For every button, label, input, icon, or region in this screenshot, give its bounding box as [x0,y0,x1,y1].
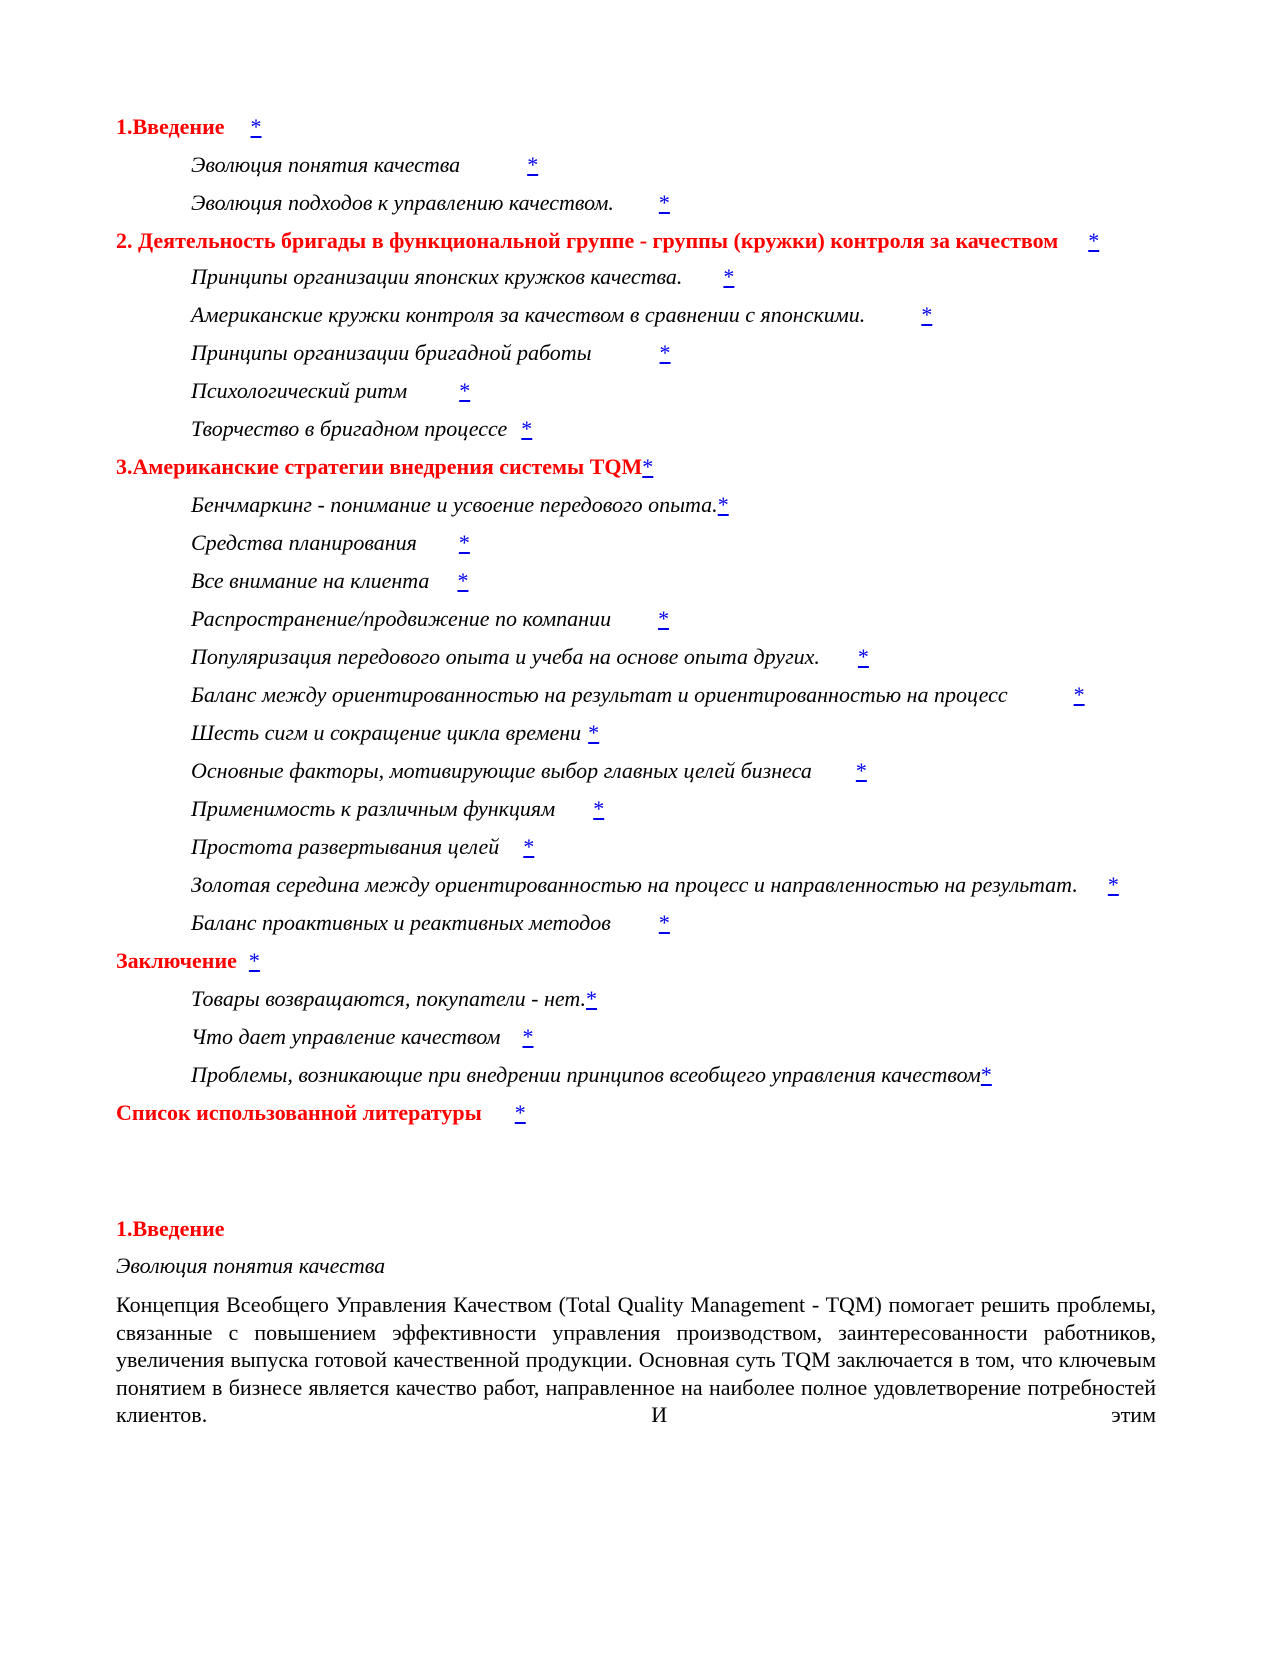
toc-item-text: Что дает управление качеством [191,1024,501,1049]
toc-link[interactable]: * [527,152,539,177]
toc-link[interactable]: * [457,568,469,593]
toc-item [191,377,1156,404]
toc-link[interactable]: * [659,340,671,365]
toc-item [191,871,1156,898]
toc-link[interactable]: * [723,264,735,289]
body-paragraph: Концепция Всеобщего Управления Качеством (Total Quality Management - TQM) помогает решить проблемы, связанные с повышением эффективности управления производством, заинтересованности работников, увеличения выпуска готовой качественной продукции. Основная суть TQM заключается в том, что ключевым понятием в бизнесе является качество работ, направленное на наиболее полное удовлетворение потребностей клиентов. И этим [116,1292,1156,1427]
toc-item [191,151,1156,178]
toc-link[interactable]: * [514,1100,526,1125]
toc-item-text: Популяризация передового опыта и учеба на основе опыта других. [191,644,820,669]
toc-item [191,1023,1156,1050]
body-heading: 1.Введение [116,1216,225,1241]
toc-item [191,339,1156,366]
toc-item [191,909,1156,936]
toc-heading-text: 2. Деятельность бригады в функциональной группе - группы (кружки) контроля за качеством [116,228,1059,253]
toc-item-text: Психологический ритм [191,378,408,403]
toc-link[interactable]: * [658,910,670,935]
toc-item-text: Все внимание на клиента [191,568,430,593]
toc-item [191,263,1156,290]
toc-link[interactable]: * [1088,228,1100,253]
toc-item [191,757,1156,784]
toc-link[interactable]: * [1073,682,1085,707]
toc-item [191,1061,1156,1088]
toc-link[interactable]: * [458,530,470,555]
toc-heading-brigade [116,227,1156,254]
toc-link[interactable]: * [980,1062,992,1087]
toc-item [191,643,1156,670]
toc-item-text: Золотая середина между ориентированностью на процесс и направленностью на результат. [191,872,1078,897]
toc-item-text: Творчество в бригадном процессе [191,416,508,441]
toc-item [191,529,1156,556]
toc-heading-text: Список использованной литературы [116,1100,482,1125]
toc-item [191,567,1156,594]
toc-link[interactable]: * [459,378,471,403]
toc-heading-introduction [116,113,1156,140]
toc-item [191,491,1156,518]
toc-item-text: Бенчмаркинг - понимание и усвоение передового опыта. [191,492,718,517]
toc-item-text: Товары возвращаются, покупатели - нет. [191,986,587,1011]
toc-heading-text: 3.Американские стратегии внедрения системы TQM [116,454,643,479]
toc-item-text: Баланс проактивных и реактивных методов [191,910,611,935]
toc-item-text: Распространение/продвижение по компании [191,606,612,631]
toc-link[interactable]: * [921,302,933,327]
document-page [116,113,1156,1429]
toc-heading-text: Заключение [116,948,237,973]
toc-link[interactable]: * [658,606,670,631]
toc-link[interactable]: * [593,796,605,821]
toc-item [191,605,1156,632]
toc-link[interactable]: * [857,644,869,669]
toc-item [191,795,1156,822]
toc-item-text: Эволюция понятия качества [191,152,461,177]
toc-item-text: Применимость к различным функциям [191,796,556,821]
toc-item-text: Эволюция подходов к управлению качеством. [191,190,614,215]
toc-item-text: Принципы организации бригадной работы [191,340,592,365]
toc-item-text: Шесть сигм и сокращение цикла времени [191,720,582,745]
body-subheading: Эволюция понятия качества [116,1253,386,1278]
toc-item [191,415,1156,442]
toc-item [191,719,1156,746]
toc-item [191,301,1156,328]
toc-item-text: Принципы организации японских кружков качества. [191,264,683,289]
toc-item [191,681,1156,708]
toc-item-text: Американские кружки контроля за качеством в сравнении с японскими. [191,302,866,327]
toc-item [191,985,1156,1012]
toc-heading-bibliography [116,1099,1156,1126]
toc-heading-text: 1.Введение [116,114,225,139]
toc-link[interactable]: * [1107,872,1119,897]
toc-link[interactable]: * [642,454,654,479]
toc-item [191,833,1156,860]
toc-item [191,189,1156,216]
toc-link[interactable]: * [523,834,535,859]
toc-item-text: Основные факторы, мотивирующие выбор главных целей бизнеса [191,758,812,783]
toc-heading-conclusion [116,947,1156,974]
toc-heading-strategies [116,453,1156,480]
toc-link[interactable]: * [717,492,729,517]
toc-item-text: Баланс между ориентированностью на результат и ориентированностью на процесс [191,682,1008,707]
toc-link[interactable]: * [586,986,598,1011]
toc-item-text: Простота развертывания целей [191,834,500,859]
toc-item-text: Средства планирования [191,530,417,555]
toc-item-text: Проблемы, возникающие при внедрении принципов всеобщего управления качеством [191,1062,981,1087]
toc-link[interactable]: * [588,720,600,745]
section-spacer [116,1137,1156,1215]
toc-link[interactable]: * [250,114,262,139]
toc-link[interactable]: * [855,758,867,783]
toc-link[interactable]: * [521,416,533,441]
toc-link[interactable]: * [248,948,260,973]
toc-link[interactable]: * [658,190,670,215]
toc-link[interactable]: * [522,1024,534,1049]
